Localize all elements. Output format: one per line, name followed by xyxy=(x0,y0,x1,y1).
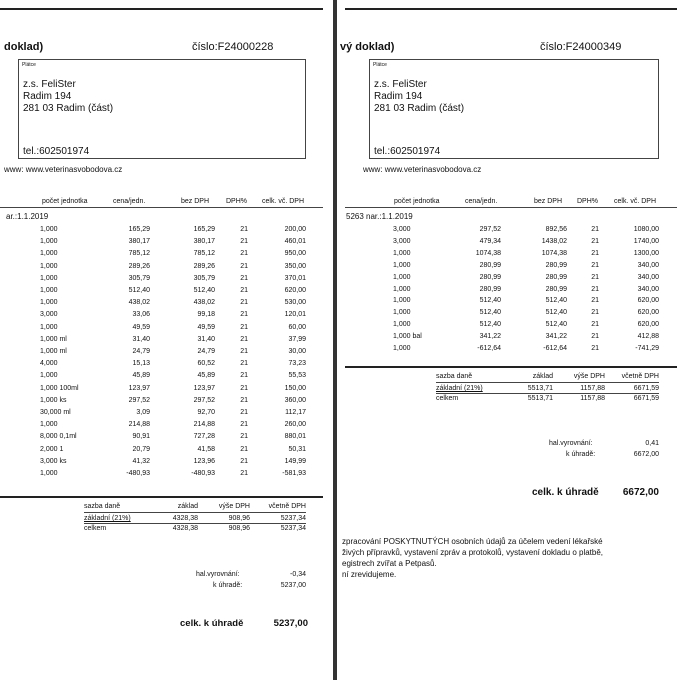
items-end-rule xyxy=(0,496,323,498)
cell-total: 260,00 xyxy=(284,421,306,429)
cell-quantity: 1,000 xyxy=(40,262,58,270)
cell-vat-rate: 21 xyxy=(240,226,248,233)
cell-net: -612,64 xyxy=(543,345,567,352)
cell-quantity: 1,000 xyxy=(393,285,411,293)
grand-total-value: 6672,00 xyxy=(622,487,659,498)
to-pay-value: 6672,00 xyxy=(633,451,659,458)
table-row xyxy=(337,321,680,332)
cell-total: 1300,00 xyxy=(633,249,659,257)
table-row xyxy=(0,263,323,274)
cell-net: 60,52 xyxy=(197,360,215,368)
cell-quantity: 1,000 xyxy=(393,249,411,257)
table-row xyxy=(0,385,323,396)
cell-vat-rate: 21 xyxy=(591,333,599,341)
invoice-page-right xyxy=(337,0,680,680)
table-row xyxy=(337,333,680,344)
cell-net: 380,17 xyxy=(193,238,215,246)
payer-label: Plátce xyxy=(22,62,36,68)
column-header-total: celk. vč. DPH xyxy=(614,198,657,205)
header-rule xyxy=(345,207,677,208)
cell-unit-price: -480,93 xyxy=(126,470,150,477)
document-number: číslo:F24000228 xyxy=(192,41,274,53)
cell-unit-price: 33,06 xyxy=(132,311,150,319)
header-rule xyxy=(0,207,323,208)
cell-unit-price: 31,40 xyxy=(132,335,150,343)
cell-unit-price: 512,40 xyxy=(128,287,150,294)
cell-net: 24,79 xyxy=(197,348,215,355)
column-header-unit-price: cena/jedn. xyxy=(465,198,498,205)
cell-quantity: 3,000 xyxy=(393,226,411,233)
cell-total: 412,88 xyxy=(637,333,659,341)
cell-total: 340,00 xyxy=(637,261,659,269)
cell-net: 280,99 xyxy=(545,273,567,281)
cell-net: 785,12 xyxy=(193,250,215,258)
column-header-net: bez DPH xyxy=(181,198,210,205)
cell-total: 149,99 xyxy=(284,457,306,465)
cell-quantity: 1,000 xyxy=(40,226,58,233)
cell-quantity: 1,000 ml xyxy=(40,348,67,355)
cell-quantity: 3,000 xyxy=(393,237,411,245)
cell-vat-rate: 21 xyxy=(591,309,599,317)
cell-total: 112,17 xyxy=(285,409,306,416)
website-line: www: www.veterinasvobodova.cz xyxy=(363,165,482,174)
cell-vat-rate: 21 xyxy=(240,396,248,404)
table-row xyxy=(0,348,323,359)
cell-total: 200,00 xyxy=(284,226,306,233)
cell-unit-price: 380,17 xyxy=(128,238,150,246)
website-line: www: www.veterinasvobodova.cz xyxy=(4,165,123,174)
table-row xyxy=(337,274,680,285)
cell-total: -581,93 xyxy=(282,470,306,477)
cell-unit-price: 165,29 xyxy=(128,226,150,233)
cell-vat-rate: 21 xyxy=(240,470,248,477)
cell-vat-rate: 21 xyxy=(240,372,248,380)
column-header-net: bez DPH xyxy=(534,198,563,205)
table-row xyxy=(337,262,680,273)
cell-net: 49,59 xyxy=(197,323,215,331)
items-end-rule xyxy=(345,366,677,368)
cell-quantity: 1,000 xyxy=(40,274,58,282)
cell-vat-rate: 21 xyxy=(591,249,599,257)
invoice-page-left xyxy=(0,0,333,680)
table-row xyxy=(0,336,323,347)
cell-vat-rate: 21 xyxy=(240,262,248,270)
cell-total: 1740,00 xyxy=(633,237,659,245)
cell-net: 341,22 xyxy=(545,333,567,341)
table-row xyxy=(337,286,680,297)
cell-total: 55,53 xyxy=(288,372,306,380)
table-row xyxy=(0,299,323,310)
to-pay-value: 5237,00 xyxy=(280,582,306,589)
cell-total: 37,99 xyxy=(288,335,306,343)
cell-unit-price: 341,22 xyxy=(479,333,501,341)
payer-name: z.s. FeliSter xyxy=(23,79,76,90)
table-row xyxy=(0,324,323,335)
vat-total-incl: 5237,34 xyxy=(280,525,306,532)
vat-header-vat: výše DPH xyxy=(218,503,250,510)
vat-row-incl: 6671,59 xyxy=(633,385,659,392)
table-row xyxy=(0,311,323,322)
cell-net: 1438,02 xyxy=(541,237,567,245)
payer-city: 281 03 Radim (část) xyxy=(374,103,465,114)
vat-total-label: celkem xyxy=(84,525,107,532)
cell-unit-price: 280,99 xyxy=(479,285,501,293)
cell-net: 512,40 xyxy=(545,297,567,305)
cell-unit-price: 214,88 xyxy=(128,421,150,429)
cell-total: 73,23 xyxy=(288,360,306,368)
gdpr-line-3: egistrech zvířat a Petpasů. xyxy=(342,559,437,568)
cell-vat-rate: 21 xyxy=(240,409,248,416)
column-header-vat-rate: DPH% xyxy=(577,198,599,205)
column-header-vat-rate: DPH% xyxy=(226,198,248,205)
cell-total: 60,00 xyxy=(288,323,306,331)
cell-vat-rate: 21 xyxy=(240,421,248,429)
cell-net: 297,52 xyxy=(193,396,215,404)
cell-vat-rate: 21 xyxy=(591,261,599,269)
cell-vat-rate: 21 xyxy=(240,274,248,282)
cell-total: 120,01 xyxy=(284,311,306,319)
vat-header-rate: sazba daně xyxy=(84,503,121,510)
cell-net: 280,99 xyxy=(545,261,567,269)
patient-section-label: ar.:1.1.2019 xyxy=(6,212,49,221)
cell-unit-price: 15,13 xyxy=(132,360,150,368)
document-number: číslo:F24000349 xyxy=(540,41,622,53)
cell-net: 289,26 xyxy=(193,262,215,270)
to-pay-label: k úhradě: xyxy=(566,451,596,458)
table-row xyxy=(337,238,680,249)
cell-unit-price: 3,09 xyxy=(136,409,150,416)
cell-unit-price: 49,59 xyxy=(132,323,150,331)
cell-total: 340,00 xyxy=(637,285,659,293)
cell-total: 880,01 xyxy=(284,433,306,441)
cell-quantity: 30,000 ml xyxy=(40,409,71,416)
cell-net: 512,40 xyxy=(193,287,215,294)
table-row xyxy=(0,275,323,286)
cell-vat-rate: 21 xyxy=(591,273,599,281)
cell-total: 460,01 xyxy=(284,238,306,246)
cell-net: 280,99 xyxy=(545,285,567,293)
cell-vat-rate: 21 xyxy=(240,348,248,355)
cell-vat-rate: 21 xyxy=(240,323,248,331)
cell-vat-rate: 21 xyxy=(240,287,248,294)
vat-total-vat: 1157,88 xyxy=(580,395,605,402)
table-row xyxy=(0,421,323,432)
cell-net: 892,56 xyxy=(545,226,567,233)
column-header-quantity: počet jednotka xyxy=(42,198,88,205)
cell-unit-price: -612,64 xyxy=(477,345,501,352)
cell-total: 620,00 xyxy=(637,321,659,329)
document-title: doklad) xyxy=(4,41,44,53)
rounding-value: -0,34 xyxy=(290,571,306,578)
cell-net: 438,02 xyxy=(193,299,215,307)
vat-row-rule xyxy=(84,523,306,524)
to-pay-label: k úhradě: xyxy=(213,582,243,589)
cell-net: 305,79 xyxy=(193,274,215,282)
cell-quantity: 1,000 xyxy=(393,297,411,305)
cell-unit-price: 41,32 xyxy=(132,457,150,465)
cell-quantity: 1,000 xyxy=(40,299,58,307)
vat-row-vat: 1157,88 xyxy=(580,385,605,392)
payer-box xyxy=(18,59,306,159)
cell-unit-price: 24,79 xyxy=(132,348,150,355)
cell-quantity: 1,000 ml xyxy=(40,335,67,343)
cell-net: 214,88 xyxy=(193,421,215,429)
cell-unit-price: 785,12 xyxy=(128,250,150,258)
vat-header-base: základ xyxy=(532,373,553,380)
cell-vat-rate: 21 xyxy=(591,285,599,293)
cell-net: 727,28 xyxy=(193,433,215,441)
cell-total: 50,31 xyxy=(288,445,306,453)
top-rule xyxy=(345,8,677,10)
cell-unit-price: 280,99 xyxy=(479,261,501,269)
vat-header-incl: včetně DPH xyxy=(268,503,306,510)
cell-quantity: 1,000 xyxy=(393,309,411,317)
table-row xyxy=(0,470,323,481)
cell-quantity: 1,000 bal xyxy=(393,333,422,341)
cell-unit-price: 20,79 xyxy=(132,445,150,453)
cell-net: 99,18 xyxy=(197,311,215,319)
cell-quantity: 3,000 xyxy=(40,311,58,319)
cell-quantity: 1,000 xyxy=(40,323,58,331)
payer-phone: tel.:602501974 xyxy=(374,146,441,157)
cell-total: 620,00 xyxy=(637,309,659,317)
cell-total: 620,00 xyxy=(637,297,659,305)
cell-total: 150,00 xyxy=(284,384,306,392)
grand-total-label: celk. k úhradě xyxy=(180,618,244,629)
cell-unit-price: 512,40 xyxy=(479,297,501,305)
vat-header-rule xyxy=(84,512,306,513)
cell-quantity: 1,000 xyxy=(393,345,411,352)
cell-unit-price: 280,99 xyxy=(479,273,501,281)
cell-vat-rate: 21 xyxy=(591,226,599,233)
cell-total: 1080,00 xyxy=(633,226,659,233)
gdpr-line-4: ní zrevidujeme. xyxy=(342,570,397,579)
cell-total: -741,29 xyxy=(635,345,659,352)
gdpr-line-1: zpracování POSKYTNUTÝCH osobních údajů za účelem vedení lékařské xyxy=(342,537,603,546)
cell-vat-rate: 21 xyxy=(240,238,248,246)
vat-header-incl: včetně DPH xyxy=(621,373,659,380)
gdpr-line-2: živých přípravků, vystavení zpráv a protokolů, vystavení dokladu o platbě, xyxy=(342,548,604,557)
vat-row-rule xyxy=(436,393,659,394)
cell-vat-rate: 21 xyxy=(591,237,599,245)
cell-vat-rate: 21 xyxy=(240,445,248,453)
table-row xyxy=(0,372,323,383)
cell-total: 530,00 xyxy=(284,299,306,307)
cell-quantity: 1,000 ks xyxy=(40,396,67,404)
cell-total: 30,00 xyxy=(288,348,306,355)
table-row xyxy=(0,458,323,469)
cell-vat-rate: 21 xyxy=(591,297,599,305)
vat-header-rule xyxy=(436,382,659,383)
vat-total-base: 4328,38 xyxy=(172,525,198,532)
cell-unit-price: 297,52 xyxy=(128,396,150,404)
cell-quantity: 1,000 xyxy=(40,470,58,477)
payer-label: Plátce xyxy=(373,62,387,68)
cell-unit-price: 479,34 xyxy=(479,237,501,245)
cell-net: 512,40 xyxy=(545,309,567,317)
table-row xyxy=(0,238,323,249)
cell-net: 92,70 xyxy=(197,409,215,416)
cell-quantity: 1,000 xyxy=(393,273,411,281)
cell-net: 45,89 xyxy=(197,372,215,380)
cell-total: 950,00 xyxy=(284,250,306,258)
column-header-total: celk. vč. DPH xyxy=(262,198,305,205)
table-row xyxy=(0,433,323,444)
table-row xyxy=(337,226,680,237)
cell-quantity: 2,000 1 xyxy=(40,445,64,453)
table-row xyxy=(337,250,680,261)
cell-quantity: 1,000 xyxy=(40,287,58,294)
cell-unit-price: 297,52 xyxy=(479,226,501,233)
cell-unit-price: 90,91 xyxy=(132,433,150,441)
cell-quantity: 1,000 xyxy=(40,372,58,380)
rounding-label: hal.vyrovnání: xyxy=(549,440,593,447)
cell-vat-rate: 21 xyxy=(591,345,599,352)
cell-net: 512,40 xyxy=(545,321,567,329)
table-row xyxy=(0,360,323,371)
cell-vat-rate: 21 xyxy=(240,311,248,319)
cell-vat-rate: 21 xyxy=(240,433,248,441)
cell-vat-rate: 21 xyxy=(591,321,599,329)
cell-net: 1074,38 xyxy=(541,249,567,257)
cell-vat-rate: 21 xyxy=(240,360,248,368)
cell-net: 31,40 xyxy=(197,335,215,343)
table-row xyxy=(0,409,323,420)
vat-total-base: 5513,71 xyxy=(527,395,553,402)
vat-header-base: základ xyxy=(177,503,198,510)
vat-row-base: 4328,38 xyxy=(172,515,198,522)
cell-quantity: 1,000 xyxy=(393,261,411,269)
vat-row-rate: základní (21%) xyxy=(436,385,483,392)
cell-unit-price: 1074,38 xyxy=(475,249,501,257)
cell-vat-rate: 21 xyxy=(240,457,248,465)
vat-row-incl: 5237,34 xyxy=(280,515,306,522)
cell-quantity: 8,000 0,1ml xyxy=(40,433,77,441)
table-row xyxy=(0,287,323,298)
table-row xyxy=(0,226,323,237)
vat-total-vat: 908,96 xyxy=(228,525,250,532)
table-row xyxy=(337,309,680,320)
top-rule xyxy=(0,8,323,10)
cell-vat-rate: 21 xyxy=(240,250,248,258)
table-row xyxy=(337,297,680,308)
cell-unit-price: 438,02 xyxy=(128,299,150,307)
vat-header-rate: sazba daně xyxy=(436,373,473,380)
cell-vat-rate: 21 xyxy=(240,384,248,392)
rounding-label: hal.vyrovnání: xyxy=(196,571,240,578)
table-row xyxy=(0,250,323,261)
cell-quantity: 3,000 ks xyxy=(40,457,67,465)
cell-quantity: 1,000 xyxy=(40,421,58,429)
cell-total: 620,00 xyxy=(284,287,306,294)
grand-total-value: 5237,00 xyxy=(273,618,308,629)
vat-total-incl: 6671,59 xyxy=(633,395,659,402)
rounding-value: 0,41 xyxy=(645,440,659,447)
cell-vat-rate: 21 xyxy=(240,335,248,343)
cell-vat-rate: 21 xyxy=(240,299,248,307)
cell-quantity: 4,000 xyxy=(40,360,58,368)
document-title: vý doklad) xyxy=(340,41,395,53)
table-row xyxy=(0,446,323,457)
cell-total: 370,01 xyxy=(284,274,306,282)
table-row xyxy=(337,345,680,356)
cell-unit-price: 123,97 xyxy=(128,384,150,392)
payer-box xyxy=(369,59,659,159)
cell-total: 340,00 xyxy=(637,273,659,281)
cell-unit-price: 305,79 xyxy=(128,274,150,282)
payer-street: Radim 194 xyxy=(374,91,423,102)
vat-row-rate: základní (21%) xyxy=(84,515,131,522)
grand-total-label: celk. k úhradě xyxy=(532,487,599,498)
payer-street: Radim 194 xyxy=(23,91,72,102)
cell-unit-price: 289,26 xyxy=(128,262,150,270)
vat-row-vat: 908,96 xyxy=(228,515,250,522)
cell-unit-price: 512,40 xyxy=(479,321,501,329)
cell-quantity: 1,000 xyxy=(393,321,411,329)
patient-section-label: 5263 nar.:1.1.2019 xyxy=(346,212,413,221)
payer-city: 281 03 Radim (část) xyxy=(23,103,114,114)
cell-net: 41,58 xyxy=(197,445,215,453)
cell-quantity: 1,000 xyxy=(40,238,58,246)
cell-net: 123,96 xyxy=(193,457,215,465)
cell-unit-price: 45,89 xyxy=(132,372,150,380)
vat-row-base: 5513,71 xyxy=(527,385,553,392)
payer-phone: tel.:602501974 xyxy=(23,146,90,157)
cell-quantity: 1,000 100ml xyxy=(40,384,79,392)
column-header-quantity: počet jednotka xyxy=(394,198,440,205)
cell-net: 123,97 xyxy=(193,384,215,392)
column-header-unit-price: cena/jedn. xyxy=(113,198,146,205)
cell-net: 165,29 xyxy=(193,226,215,233)
vat-header-vat: výše DPH xyxy=(573,373,605,380)
cell-quantity: 1,000 xyxy=(40,250,58,258)
table-row xyxy=(0,397,323,408)
cell-unit-price: 512,40 xyxy=(479,309,501,317)
vat-total-label: celkem xyxy=(436,395,459,402)
cell-net: -480,93 xyxy=(191,470,215,477)
cell-total: 360,00 xyxy=(284,396,306,404)
payer-name: z.s. FeliSter xyxy=(374,79,427,90)
cell-total: 350,00 xyxy=(284,262,306,270)
